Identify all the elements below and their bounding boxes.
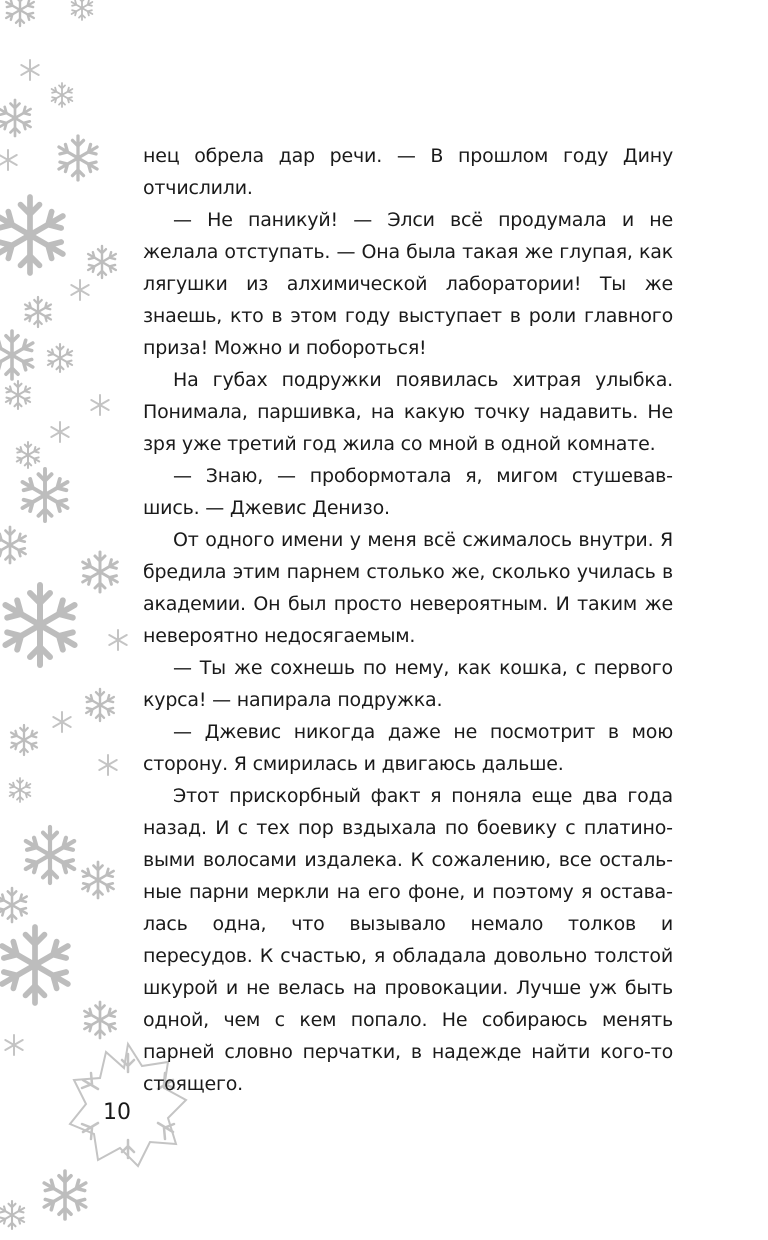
snowflake-icon (0, 100, 31, 136)
snowflake-icon (52, 83, 73, 107)
snowflake-icon (0, 197, 63, 273)
paragraph: От одного имени у меня всё сжималось внутри. Я бредила этим парнем столько же, сколько училась в академии. Он был просто невероятным. И таким же невероятно недосягаемым. (143, 529, 673, 647)
snowflake-icon (2, 927, 68, 1003)
snowflake-icon (10, 778, 31, 802)
snowflake-icon (53, 712, 70, 732)
paragraph: На губах подружки появилась хитрая улыбка. Понимала, паршивка, на какую точку надавить. Не зря уже третий год жила со мной в одной комнате. (143, 369, 673, 455)
snowflake-icon (23, 469, 68, 521)
snowflake-icon (6, 381, 30, 409)
snowflake-icon (0, 1201, 24, 1229)
snowflake-icon (82, 862, 113, 898)
paragraph: нец обрела дар речи. — В прошлом году Дину отчислили. (143, 145, 673, 199)
paragraph: — Не паникуй! — Элси всё продумала и не желала отступать. — Она была такая же глупая, как лягушки из алхимической лаборатории! Ты же знаешь, кто в этом году выступает в роли главного приза! Можно и побороться! (143, 209, 673, 359)
snowflake-icon (109, 630, 126, 650)
snowflake-icon (59, 136, 97, 180)
snowflake-icon (0, 888, 27, 922)
snowflake-icon (17, 442, 39, 468)
snowflake-icon (48, 344, 72, 372)
page-number: 10 (103, 1100, 131, 1125)
paragraph: Этот прискорбный факт я поняла еще два года назад. И с тех пор вздыхала по боевику с платиновыми волосами издалека. К сожалению, все остальные парни меркли на его фоне, и поэтому я оставалась одна, что вызывало немало толков и пересудов. К счастью, я обладала довольно толстой шкурой и не велась на провокации. Лучше уж быть одной, чем с кем попало. Не собираюсь менять парней словно перчатки, в надежде найти кого-то стоящего. (143, 785, 673, 1095)
snowflake-icon (72, 0, 93, 20)
snowflake-icon (51, 422, 68, 442)
snowflake-icon (11, 725, 37, 755)
snowflake-icon (0, 527, 26, 563)
snowflake-icon (84, 1002, 115, 1038)
paragraph: — Знаю, — пробормотала я, мигом стушевавшись. — Джевис Денизо. (143, 465, 673, 519)
snowflake-icon (0, 331, 33, 379)
snowflake-icon (44, 1171, 86, 1219)
snowflake-icon (86, 689, 114, 721)
snowflake-icon (99, 755, 116, 775)
snowflake-icon (71, 280, 88, 300)
snowflake-icon (0, 150, 17, 170)
body-text (143, 140, 673, 1100)
snowflake-icon (5, 585, 74, 665)
snowflake-icon (88, 246, 116, 278)
snowflake-icon (21, 60, 38, 80)
snowflake-icon (25, 297, 51, 327)
paragraph: — Ты же сохнешь по нему, как кошка, с первого курса! — напирала подружка. (143, 657, 673, 711)
snowflake-icon (91, 395, 108, 415)
snowflake-icon (6, 0, 34, 26)
snowflake-icon (26, 827, 74, 883)
paragraph: — Джевис никогда даже не посмотрит в мою сторону. Я смирилась и двигаюсь дальше. (143, 721, 673, 775)
snowflake-icon (83, 552, 118, 592)
snowflake-icon (5, 1035, 22, 1055)
